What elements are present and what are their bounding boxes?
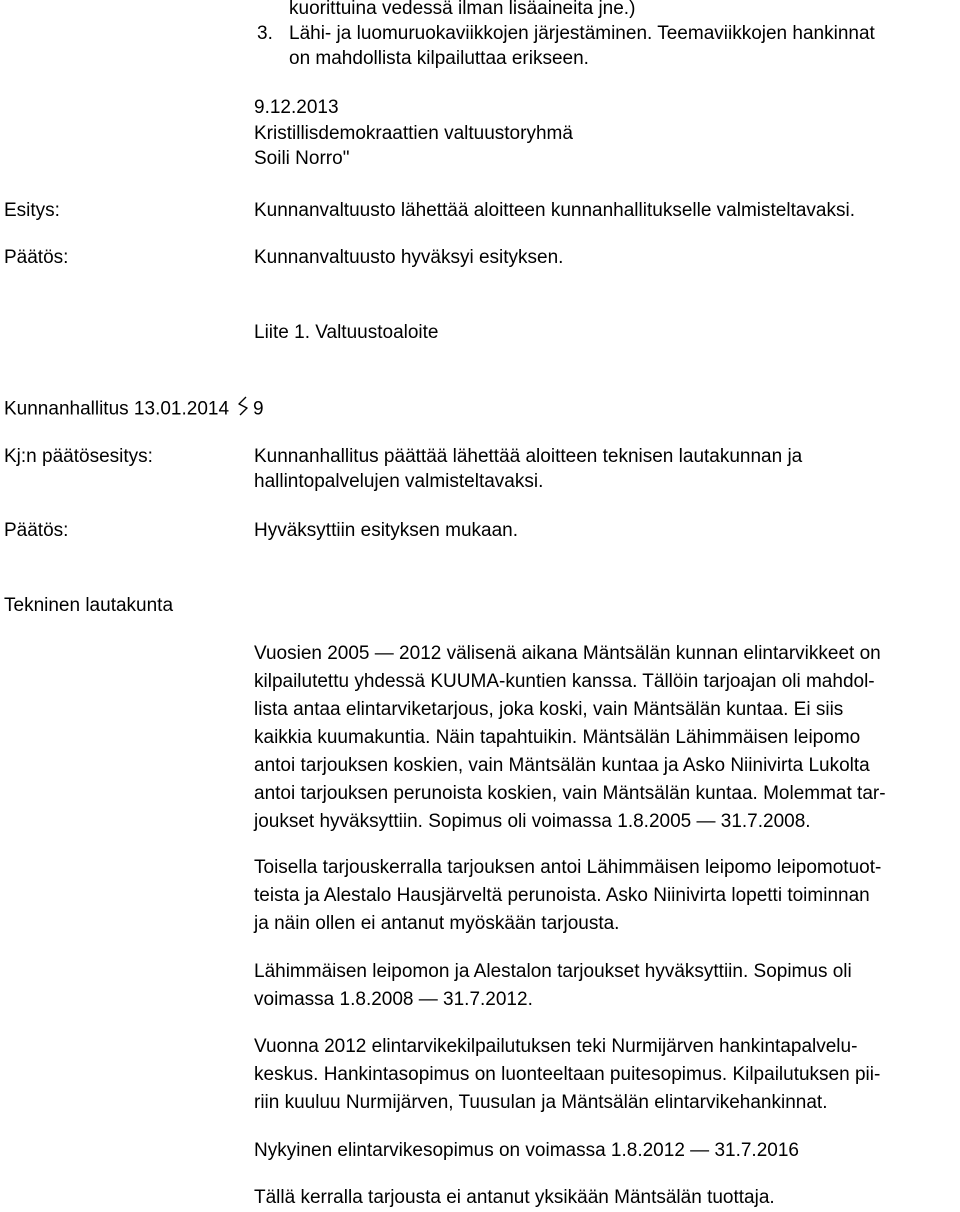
board-heading	[4, 396, 264, 423]
paatos-text: Hyväksyttiin esityksen mukaan.	[254, 520, 518, 541]
paatos-text: Kunnanvaltuusto hyväksyi esityksen.	[254, 247, 564, 268]
paragraph-line: teista ja Alestalo Hausjärveltä perunoista. Asko Niinivirta lopetti toiminnan	[254, 885, 870, 906]
initiative-date: 9.12.2013	[254, 97, 339, 118]
initiative-group: Kristillisdemokraattien valtuustoryhmä	[254, 123, 573, 144]
paragraph-line: Vuosien 2005 — 2012 välisenä aikana Mäntsälän kunnan elintarvikkeet on	[254, 643, 881, 664]
paragraph-line: lista antaa elintarviketarjous, joka koski, vain Mäntsälän kuntaa. Ei siis	[254, 699, 844, 720]
attachment-ref: Liite 1. Valtuustoaloite	[254, 322, 439, 343]
paragraph-line: Tällä kerralla tarjousta ei antanut yksikään Mäntsälän tuottaja.	[254, 1187, 775, 1208]
paragraph-line: Toisella tarjouskerralla tarjouksen antoi Lähimmäisen leipomo leipomotuot-	[254, 857, 882, 878]
paragraph-line: Nykyinen elintarvikesopimus on voimassa 1.8.2012 — 31.7.2016	[254, 1140, 799, 1161]
proposal-text: hallintopalvelujen valmisteltavaksi.	[254, 471, 544, 492]
paragraph-line: Lähimmäisen leipomon ja Alestalon tarjoukset hyväksyttiin. Sopimus oli	[254, 961, 852, 982]
initiative-signer: Soili Norro"	[254, 148, 350, 169]
paragraph-line: antoi tarjouksen perunoista koskien, vain Mäntsälän kuntaa. Molemmat tar-	[254, 783, 886, 804]
esitys-label: Esitys:	[4, 200, 60, 221]
list-item-number: 3.	[257, 23, 273, 44]
technical-heading: Tekninen lautakunta	[4, 595, 174, 616]
intro-line: kuorittuina vedessä ilman lisäaineita jne.)	[289, 0, 636, 19]
list-item-text: Lähi- ja luomuruokaviikkojen järjestäminen. Teemaviikkojen hankinnat	[289, 23, 875, 44]
esitys-text: Kunnanvaltuusto lähettää aloitteen kunnanhallitukselle valmisteltavaksi.	[254, 200, 855, 221]
paragraph-line: kaikkia kuumakuntia. Näin tapahtuikin. Mäntsälän Lähimmäisen leipomo	[254, 727, 861, 748]
paragraph-line: ja näin ollen ei antanut myöskään tarjousta.	[254, 913, 620, 934]
proposal-label: Kj:n päätösesitys:	[4, 446, 153, 467]
paatos-label: Päätös:	[4, 520, 69, 541]
section-number: 9	[253, 398, 264, 420]
paragraph-line: keskus. Hankintasopimus on luonteeltaan puitesopimus. Kilpailutuksen pii-	[254, 1064, 881, 1085]
paragraph-line: antoi tarjouksen koskien, vain Mäntsälän kuntaa ja Asko Niinivirta Lukolta	[254, 755, 870, 776]
paragraph-line: riin kuuluu Nurmijärven, Tuusulan ja Mäntsälän elintarvikehankinnat.	[254, 1092, 828, 1113]
paragraph-line: joukset hyväksyttiin. Sopimus oli voimassa 1.8.2005 — 31.7.2008.	[254, 811, 811, 832]
paragraph-link-icon[interactable]	[237, 396, 249, 423]
paatos-label: Päätös:	[4, 247, 69, 268]
paragraph-line: Vuonna 2012 elintarvikekilpailutuksen teki Nurmijärven hankintapalvelu-	[254, 1036, 858, 1057]
proposal-text: Kunnanhallitus päättää lähettää aloitteen teknisen lautakunnan ja	[254, 446, 803, 467]
paragraph-line: kilpailutettu yhdessä KUUMA-kuntien kanssa. Tällöin tarjoajan oli mahdol-	[254, 671, 875, 692]
board-heading-text: Kunnanhallitus 13.01.2014	[4, 398, 230, 420]
list-item-text: on mahdollista kilpailuttaa erikseen.	[289, 48, 589, 69]
paragraph-line: voimassa 1.8.2008 — 31.7.2012.	[254, 989, 533, 1010]
